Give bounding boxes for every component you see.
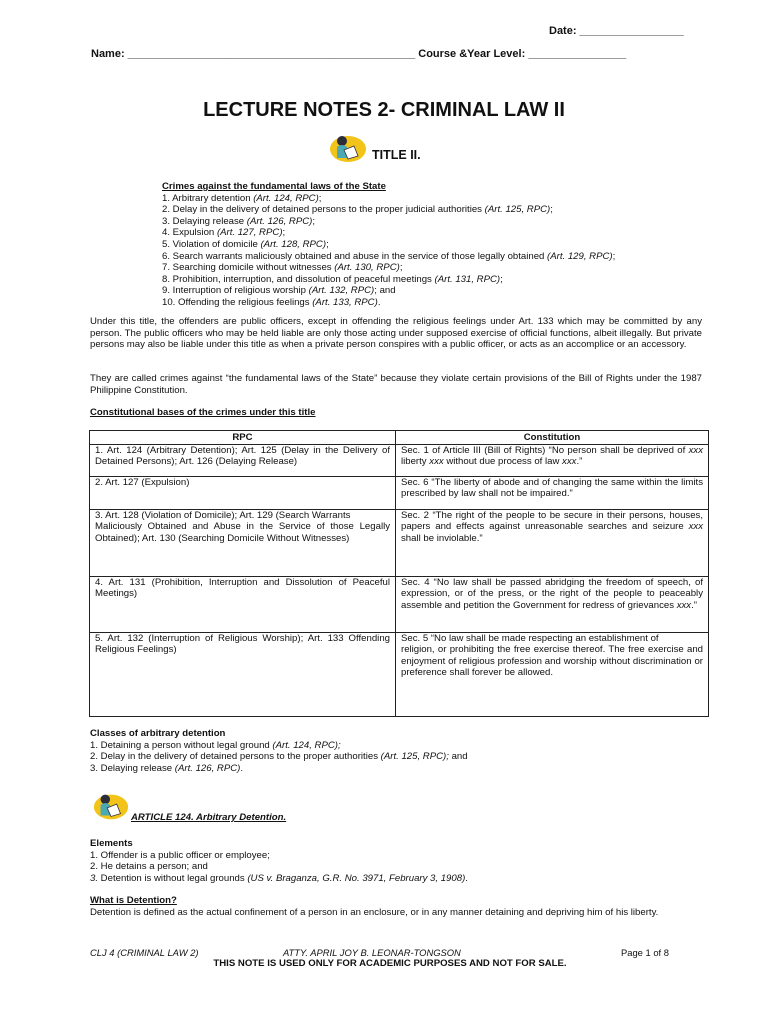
- constitution-text: xxx: [562, 456, 577, 468]
- table-row: [90, 632, 709, 716]
- footer-page-number: Page 1 of 8: [621, 947, 669, 958]
- element-item: 3. Detention is without legal grounds (US v. Braganza, G.R. No. 3971, February 3, 1908).: [90, 872, 468, 884]
- crime-end: ;: [399, 262, 403, 274]
- crime-item: [162, 285, 722, 297]
- classes-section: [90, 728, 702, 774]
- constitution-text: .”: [576, 456, 583, 468]
- class-ref: (Art. 125, RPC);: [380, 751, 449, 763]
- page-title: LECTURE NOTES 2- CRIMINAL LAW II: [203, 99, 565, 121]
- crime-end: ;: [312, 215, 316, 227]
- element-item: 2. He detains a person; and: [90, 861, 208, 873]
- name-course-field[interactable]: Name: _______________________________________________ Course &Year Level: ________________: [91, 48, 627, 60]
- crime-text: 7. Searching domicile without witnesses: [162, 262, 335, 274]
- crime-ref: (Art. 128, RPC): [260, 238, 327, 250]
- paragraph-fundamental-laws: They are called crimes against “the fundamental laws of the State” because they violate certain provisions of the Bill of Rights under the 1987 Philippine Constitution.: [90, 373, 702, 396]
- crimes-heading: Crimes against the fundamental laws of the State: [162, 181, 386, 192]
- constitution-text: without due process of law: [443, 456, 563, 468]
- crime-text: 4. Expulsion: [162, 227, 217, 239]
- crime-text: 9. Interruption of religious worship: [162, 285, 309, 297]
- footer-notice: THIS NOTE IS USED ONLY FOR ACADEMIC PURPOSES AND NOT FOR SALE.: [213, 958, 567, 969]
- crime-item: [162, 193, 722, 205]
- crime-text: 10. Offending the religious feelings: [162, 296, 313, 308]
- crime-text: 6. Search warrants maliciously obtained and abuse in the service of those legally obtained: [162, 250, 548, 262]
- col-header-rpc: RPC: [90, 431, 396, 445]
- crime-ref: (Art. 130, RPC): [334, 262, 400, 274]
- crime-item: [162, 216, 722, 228]
- title-ii-heading: TITLE II.: [372, 148, 421, 162]
- crime-end: ;: [612, 250, 616, 262]
- constitution-text: .”: [691, 599, 697, 611]
- classes-heading: Classes of arbitrary detention: [90, 728, 226, 739]
- constitution-text: Sec. 5 “No law shall be made respecting an establishment of religion, or prohibiting the free exercise thereof. The free exercise and enjoyment of religious profession and worship without discrimination or preference shall forever be allowed.: [401, 632, 703, 679]
- crime-item: [162, 227, 722, 239]
- constitution-text: xxx: [676, 599, 692, 611]
- crime-text: 3. Delaying release: [162, 215, 247, 227]
- constitution-text: Sec. 1 of Article III (Bill of Rights) “No person shall be deprived of: [401, 444, 689, 456]
- footer-author: ATTY. APRIL JOY B. LEONAR-TONGSON: [283, 947, 461, 958]
- reader-icon: [328, 132, 368, 164]
- crime-ref: (Art. 132, RPC): [308, 285, 375, 297]
- crime-end: ;: [282, 227, 286, 239]
- crime-item: [162, 251, 722, 263]
- crime-ref: (Art. 125, RPC): [484, 204, 551, 216]
- constitution-text: xxx: [429, 456, 444, 468]
- crime-text: 2. Delay in the delivery of detained persons to the proper judicial authorities: [162, 204, 485, 216]
- element-item: 1. Offender is a public officer or employee;: [90, 849, 270, 861]
- constitution-text: xxx: [688, 521, 703, 533]
- detention-heading: What is Detention?: [90, 895, 177, 906]
- reader-icon: [92, 790, 130, 822]
- crime-ref: (Art. 126, RPC): [246, 215, 313, 227]
- class-end: .: [240, 762, 244, 774]
- rpc-cell: 2. Art. 127 (Expulsion): [90, 476, 396, 509]
- crimes-list: [162, 181, 722, 309]
- elements-heading: Elements: [90, 838, 133, 849]
- elements-section: [90, 838, 702, 884]
- constitutional-bases-heading: Constitutional bases of the crimes under this title: [90, 407, 316, 418]
- crime-ref: (Art. 129, RPC): [547, 250, 613, 262]
- class-item: [90, 763, 702, 775]
- rpc-cell: 1. Art. 124 (Arbitrary Detention); Art. 125 (Delay in the Delivery of Detained Persons); Art. 126 (Delaying Release): [90, 444, 396, 476]
- constitutional-bases-table: [89, 430, 709, 717]
- crime-ref: (Art. 131, RPC): [434, 273, 501, 285]
- rpc-cell: 3. Art. 128 (Violation of Domicile); Art. 129 (Search Warrants Maliciously Obtained and Abuse in the Service of those Legally Obtained); Art. 130 (Searching Domicile Without Witnesses): [90, 509, 396, 576]
- constitution-cell: [396, 632, 709, 716]
- table-row: [90, 476, 709, 509]
- class-item: [90, 751, 702, 763]
- crime-item: [162, 239, 722, 251]
- crime-ref: (Art. 127, RPC): [216, 227, 283, 239]
- class-item: [90, 740, 702, 752]
- crime-text: 5. Violation of domicile: [162, 238, 261, 250]
- col-header-constitution: Constitution: [396, 431, 709, 445]
- constitution-text: liberty: [401, 456, 430, 468]
- footer-course: CLJ 4 (CRIMINAL LAW 2): [90, 947, 199, 958]
- crime-item: [162, 274, 722, 286]
- article-124-heading: ARTICLE 124. Arbitrary Detention.: [131, 812, 287, 823]
- class-text: 2. Delay in the delivery of detained persons to the proper authorities: [90, 751, 381, 763]
- constitution-cell: [396, 444, 709, 476]
- paragraph-offenders: Under this title, the offenders are public officers, except in offending the religious feelings under Art. 133 which may be committed by any person. The public officers who may be held liable are only those acting under supposed exercise of official functions, albeit illegally. But private persons may also be liable under this title as when a private person conspires with a public officer, or acts as an accomplice or an accessory.: [90, 316, 702, 351]
- crime-end: ;: [326, 238, 329, 250]
- class-ref: (Art. 124, RPC);: [272, 739, 341, 751]
- constitution-text: Sec. 6 “The liberty of abode and of changing the same within the limits prescribed by law shall not be impaired.”: [401, 476, 703, 500]
- detention-section: [90, 895, 702, 918]
- date-field[interactable]: Date: _________________: [549, 25, 684, 37]
- crime-end: .: [377, 296, 381, 308]
- constitution-text: Sec. 2 “The right of the people to be secure in their persons, houses, papers and effects against unreasonable searches and seizure: [401, 509, 703, 533]
- class-end: and: [448, 751, 468, 763]
- class-ref: (Art. 126, RPC): [174, 762, 241, 774]
- crime-end: ;: [550, 204, 553, 216]
- crime-end: ;: [500, 273, 503, 285]
- crime-item: [162, 204, 722, 216]
- constitution-cell: [396, 576, 709, 632]
- constitution-cell: [396, 509, 709, 576]
- rpc-cell: 5. Art. 132 (Interruption of Religious Worship); Art. 133 Offending Religious Feelings): [90, 632, 396, 716]
- crime-text: 1. Arbitrary detention: [162, 192, 254, 204]
- table-row: [90, 444, 709, 476]
- table-row: [90, 576, 709, 632]
- crime-ref: (Art. 124, RPC): [253, 192, 319, 204]
- constitution-text: shall be inviolable.”: [401, 532, 483, 544]
- class-text: 1. Detaining a person without legal ground: [90, 739, 273, 751]
- crime-ref: (Art. 133, RPC): [312, 296, 378, 308]
- crime-end: ; and: [374, 285, 396, 297]
- crime-text: 8. Prohibition, interruption, and dissolution of peaceful meetings: [162, 273, 435, 285]
- constitution-text: xxx: [688, 444, 703, 456]
- detention-definition: Detention is defined as the actual confinement of a person in an enclosure, or in any manner detaining and depriving him of his liberty.: [90, 906, 659, 918]
- table-row: [90, 509, 709, 576]
- constitution-cell: [396, 476, 709, 509]
- crime-end: ;: [318, 192, 322, 204]
- crime-item: [162, 297, 722, 309]
- rpc-cell: 4. Art. 131 (Prohibition, Interruption and Dissolution of Peaceful Meetings): [90, 576, 396, 632]
- constitution-text: Sec. 4 “No law shall be passed abridging the freedom of speech, of expression, or of the press, or the right of the people to peaceably assemble and petition the Government for redress of grievances: [401, 576, 703, 611]
- class-text: 3. Delaying release: [90, 762, 175, 774]
- crime-item: [162, 262, 722, 274]
